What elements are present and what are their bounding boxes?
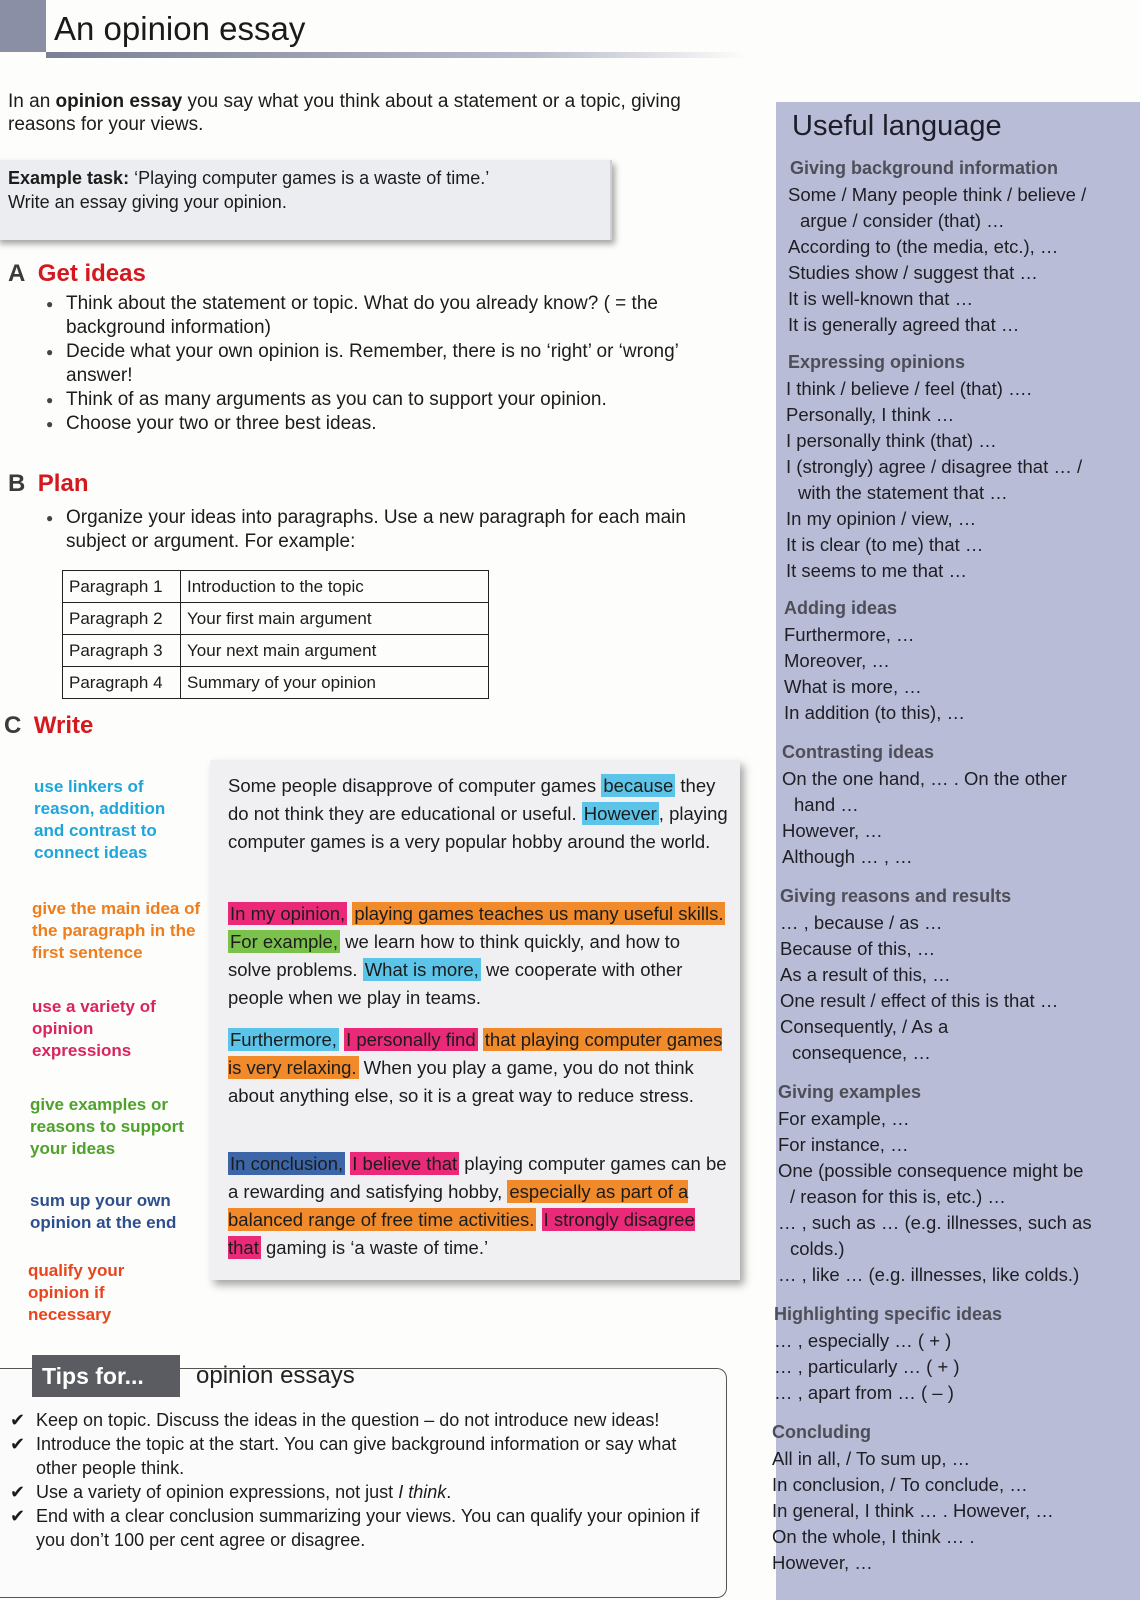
ul-phrase: It is generally agreed that … xyxy=(788,314,1020,335)
highlight-example: For example, xyxy=(230,931,338,952)
ul-heading: Concluding xyxy=(772,1422,871,1442)
title-underline xyxy=(46,52,746,58)
ul-phrase: Some / Many people think / believe / xyxy=(788,184,1087,205)
ul-phrase: In general, I think … . However, … xyxy=(772,1500,1054,1521)
ul-heading: Adding ideas xyxy=(784,598,898,618)
table-row xyxy=(63,667,489,699)
highlight-opinion: I strongly disagree that xyxy=(228,1209,695,1258)
highlight-linker: What is more, xyxy=(364,959,479,980)
intro-text-rest: you say what you think about a statement or a topic, giving reasons for your views. xyxy=(8,91,681,135)
intro-text: In an xyxy=(8,91,56,112)
ul-phrase: I (strongly) agree / disagree that … / xyxy=(786,456,1083,477)
section-b-heading xyxy=(8,470,88,498)
list-item: ● Think about the statement or topic. What do you already know? ( = the background information) xyxy=(42,292,742,340)
tips-title: opinion essays xyxy=(196,1362,355,1389)
ul-phrase: Moreover, … xyxy=(784,650,890,671)
table-row xyxy=(63,571,489,603)
ul-phrase: All in all, / To sum up, … xyxy=(772,1448,971,1469)
ul-phrase: On the one hand, … . On the other xyxy=(782,768,1067,789)
essay-text: they do not think they are educational or useful. xyxy=(228,775,716,824)
essay-text: gaming is ‘a waste of time.’ xyxy=(260,1237,489,1258)
ul-phrase: However, … xyxy=(782,820,883,841)
highlight-qualify: especially as part of a balanced range of free time activities. xyxy=(228,1181,689,1230)
ul-phrase: / reason for this is, etc.) … xyxy=(790,1186,1006,1207)
tip-emphasis: I think xyxy=(398,1482,447,1502)
highlight-linker: However xyxy=(583,803,657,824)
tip-text: Introduce the topic at the start. You can give background information or say what other people think. xyxy=(36,1434,677,1478)
ul-phrase: Although … , … xyxy=(782,846,913,867)
ul-phrase: One (possible consequence might be xyxy=(778,1160,1084,1181)
ul-phrase: Because of this, … xyxy=(780,938,936,959)
ul-heading: Giving background information xyxy=(790,158,1059,178)
list-item xyxy=(10,1480,710,1504)
ul-phrase: On the whole, I think … . xyxy=(772,1526,975,1547)
check-icon: ✔ xyxy=(10,1482,26,1502)
ul-phrase: In my opinion / view, … xyxy=(786,508,977,529)
check-icon: ✔ xyxy=(10,1506,26,1526)
section-c-heading xyxy=(4,712,93,740)
ul-phrase: In addition (to this), … xyxy=(784,702,965,723)
intro-paragraph xyxy=(8,90,728,136)
table-cell: Paragraph 4 xyxy=(63,667,181,699)
intro-bold-term: opinion essay xyxy=(55,91,183,112)
section-a-bullets xyxy=(42,292,742,436)
essay-text: Some people disapprove of computer games xyxy=(228,775,602,796)
ul-phrase: … , apart from … ( – ) xyxy=(774,1382,954,1403)
section-letter: C xyxy=(4,712,22,739)
ul-heading: Giving examples xyxy=(778,1082,922,1102)
tip-text: . xyxy=(446,1482,452,1502)
list-item xyxy=(10,1504,710,1552)
ul-phrase: consequence, … xyxy=(792,1042,931,1063)
margin-note-examples: give examples or reasons to support your ideas xyxy=(30,1095,184,1158)
ul-heading: Highlighting specific ideas xyxy=(774,1304,1003,1324)
section-b-bullets xyxy=(42,506,722,554)
list-item xyxy=(10,1408,710,1432)
essay-text: playing computer games can be a rewarding and satisfying hobby, xyxy=(228,1153,727,1202)
ul-phrase: I think / believe / feel (that) …. xyxy=(786,378,1032,399)
ul-phrase: For example, … xyxy=(778,1108,910,1129)
useful-language-title: Useful language xyxy=(792,110,1002,142)
ul-phrase: However, … xyxy=(772,1552,873,1573)
ul-phrase: In conclusion, / To conclude, … xyxy=(772,1474,1028,1495)
table-row xyxy=(63,635,489,667)
tip-text: End with a clear conclusion summarizing your views. You can qualify your opinion if you don’t 100 per cent agree or disagree. xyxy=(36,1506,700,1550)
section-title: Plan xyxy=(37,470,89,497)
ul-phrase: with the statement that … xyxy=(798,482,1008,503)
ul-heading: Contrasting ideas xyxy=(782,742,935,762)
section-title: Write xyxy=(33,712,94,739)
ul-phrase: argue / consider (that) … xyxy=(800,210,1005,231)
ul-phrase: One result / effect of this is that … xyxy=(780,990,1059,1011)
ul-phrase: Consequently, / As a xyxy=(780,1016,949,1037)
paragraph-plan-table xyxy=(62,570,489,699)
margin-note-sum-up: sum up your own opinion at the end xyxy=(30,1191,177,1232)
tip-text: Keep on topic. Discuss the ideas in the question – do not introduce new ideas! xyxy=(36,1410,660,1430)
check-icon: ✔ xyxy=(10,1410,26,1430)
highlight-linker: Furthermore, xyxy=(230,1029,337,1050)
margin-note-opinion-expressions: use a variety of opinion expressions xyxy=(32,997,156,1060)
table-cell: Summary of your opinion xyxy=(181,667,489,699)
ul-phrase: … , particularly … ( + ) xyxy=(774,1356,960,1377)
list-item: ● Organize your ideas into paragraphs. Use a new paragraph for each main subject or argument. For example: xyxy=(42,506,722,554)
example-task xyxy=(8,166,598,214)
ul-phrase: … , such as … (e.g. illnesses, such as xyxy=(778,1212,1092,1233)
example-task-statement: ‘Playing computer games is a waste of time.’ xyxy=(134,168,490,188)
table-row xyxy=(63,603,489,635)
section-letter: B xyxy=(8,470,26,497)
highlight-linker: because xyxy=(603,775,674,796)
list-item: ● Decide what your own opinion is. Remember, there is no ‘right’ or ‘wrong’ answer! xyxy=(42,340,742,388)
title-tab-decoration xyxy=(0,0,46,52)
ul-phrase: It is well-known that … xyxy=(788,288,974,309)
essay-text: When you play a game, you do not think about anything else, so it is a great way to reduce stress. xyxy=(228,1057,694,1106)
ul-phrase: As a result of this, … xyxy=(780,964,951,985)
essay-paragraph-1 xyxy=(228,772,728,856)
section-letter: A xyxy=(8,260,26,287)
table-cell: Introduction to the topic xyxy=(181,571,489,603)
ul-heading: Giving reasons and results xyxy=(780,886,1012,906)
margin-note-linkers: use linkers of reason, addition and contrast to connect ideas xyxy=(34,777,166,862)
highlight-main-idea: that playing computer games is very relaxing. xyxy=(228,1029,723,1078)
essay-paragraph-3 xyxy=(228,1026,728,1110)
ul-phrase: colds.) xyxy=(790,1238,845,1259)
essay-text: , playing computer games is a very popular hobby around the world. xyxy=(228,803,728,852)
tip-text: Use a variety of opinion expressions, not just xyxy=(36,1482,399,1502)
highlight-sum-up: In conclusion, xyxy=(230,1153,344,1174)
list-item: ● Choose your two or three best ideas. xyxy=(42,412,742,436)
list-item: ● Think of as many arguments as you can to support your opinion. xyxy=(42,388,742,412)
highlight-main-idea: playing games teaches us many useful skills. xyxy=(354,903,724,924)
section-a-heading xyxy=(8,260,146,288)
page-title: An opinion essay xyxy=(54,10,306,47)
essay-text: we learn how to think quickly, and how to solve problems. xyxy=(228,931,681,980)
margin-note-main-idea: give the main idea of the paragraph in the first sentence xyxy=(32,899,201,962)
highlight-opinion: I personally find xyxy=(346,1029,476,1050)
ul-phrase: hand … xyxy=(794,794,859,815)
tips-list xyxy=(10,1408,710,1552)
ul-phrase: According to (the media, etc.), … xyxy=(788,236,1059,257)
check-icon: ✔ xyxy=(10,1434,26,1454)
margin-note-qualify: qualify your opinion if necessary xyxy=(28,1261,125,1324)
essay-paragraph-4 xyxy=(228,1150,728,1262)
table-cell: Paragraph 2 xyxy=(63,603,181,635)
ul-phrase: I personally think (that) … xyxy=(786,430,997,451)
ul-phrase: For instance, … xyxy=(778,1134,909,1155)
highlight-opinion: In my opinion, xyxy=(230,903,346,924)
list-item xyxy=(10,1432,710,1480)
ul-heading: Expressing opinions xyxy=(788,352,966,372)
section-title: Get ideas xyxy=(37,260,146,287)
ul-phrase: It is clear (to me) that … xyxy=(786,534,984,555)
essay-paragraph-2 xyxy=(228,900,728,1012)
ul-phrase: … , because / as … xyxy=(780,912,943,933)
ul-phrase: What is more, … xyxy=(784,676,922,697)
table-cell: Your first main argument xyxy=(181,603,489,635)
ul-phrase: … , especially … ( + ) xyxy=(774,1330,952,1351)
table-cell: Your next main argument xyxy=(181,635,489,667)
ul-phrase: Studies show / suggest that … xyxy=(788,262,1038,283)
ul-phrase: … , like … (e.g. illnesses, like colds.) xyxy=(778,1264,1080,1285)
ul-phrase: It seems to me that … xyxy=(786,560,967,581)
example-task-instruction: Write an essay giving your opinion. xyxy=(8,192,287,212)
ul-phrase: Personally, I think … xyxy=(786,404,955,425)
table-cell: Paragraph 1 xyxy=(63,571,181,603)
example-task-label: Example task: xyxy=(8,168,130,188)
ul-phrase: Furthermore, … xyxy=(784,624,915,645)
highlight-opinion: I believe that xyxy=(352,1153,458,1174)
tips-label: Tips for... xyxy=(32,1355,180,1397)
table-cell: Paragraph 3 xyxy=(63,635,181,667)
essay-text: we cooperate with other people when we play in teams. xyxy=(228,959,683,1008)
